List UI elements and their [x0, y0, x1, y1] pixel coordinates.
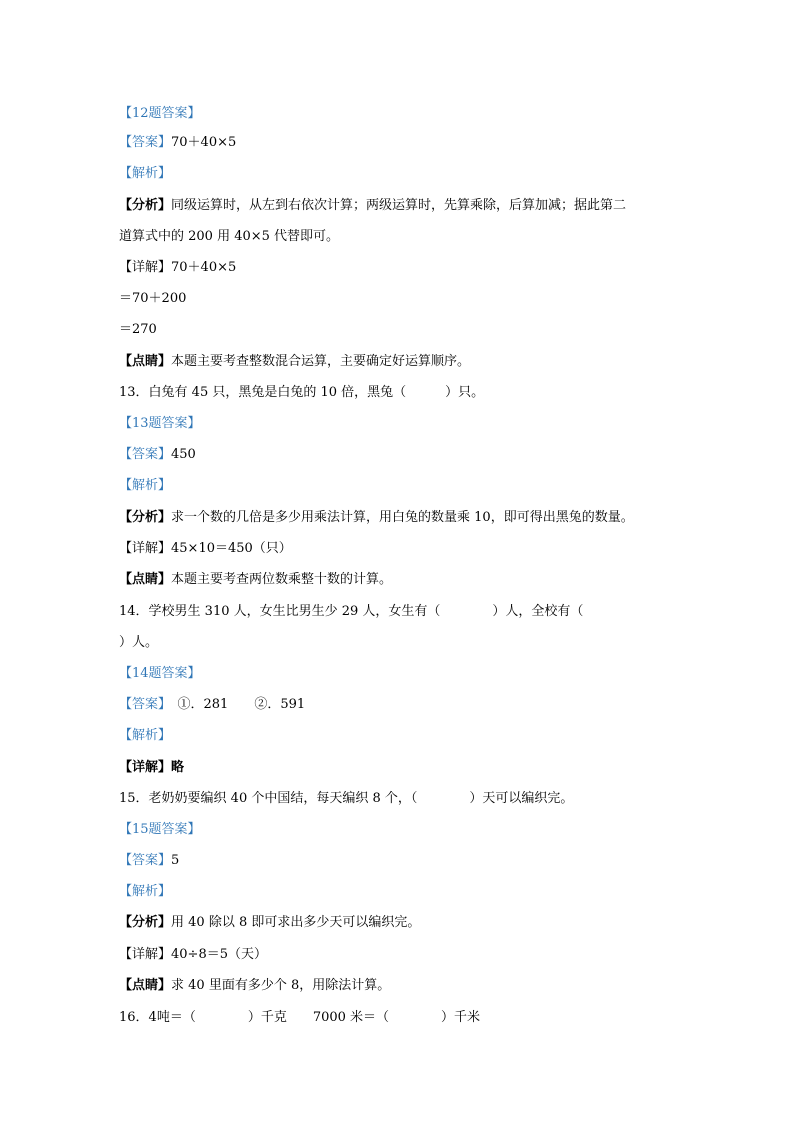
q13-answer-label: 【答案】: [119, 447, 172, 462]
q12-answer-header: 【12题答案】: [119, 106, 201, 121]
q12-detail-row: [119, 259, 236, 277]
q14-detail-text: 略: [171, 760, 185, 775]
q12-dianjing-label: 【点睛】: [119, 354, 172, 369]
q15-answer-label: 【答案】: [119, 853, 172, 868]
q14-question: 14．学校男生 310 人，女生比男生少 29 人，女生有（ ）人，全校有（: [119, 604, 584, 619]
q14-analysis-label: 【解析】: [119, 728, 172, 743]
q16-question: 16．4吨＝（ ）千克 7000 米＝（ ）千米: [119, 1010, 481, 1025]
q15-question: 15．老奶奶要编织 40 个中国结，每天编织 8 个，（ ）天可以编织完。: [119, 791, 574, 806]
q14-answer-row: [119, 696, 305, 714]
q15-fenxi-text: 用 40 除以 8 即可求出多少天可以编织完。: [171, 915, 421, 930]
q14-detail-label: 【详解】: [119, 760, 172, 775]
q12-dianjing-text: 本题主要考查整数混合运算，主要确定好运算顺序。: [171, 354, 471, 369]
q13-detail-row: [119, 540, 292, 558]
q15-detail-row: [119, 946, 267, 964]
q12-fenxi-text: 同级运算时，从左到右依次计算；两级运算时，先算乘除，后算加减；据此第二: [171, 198, 627, 213]
q14-answer-header: 【14题答案】: [119, 666, 201, 681]
q12-answer-value: 70＋40×5: [171, 135, 237, 150]
q13-fenxi-label: 【分析】: [119, 510, 172, 525]
q12-analysis-label: 【解析】: [119, 166, 172, 181]
q15-detail-label: 【详解】: [119, 947, 172, 962]
q13-dianjing-row: [119, 571, 392, 589]
q14-answer-value: ①．281 ②．591: [164, 697, 306, 712]
q15-analysis-label: 【解析】: [119, 884, 172, 899]
q15-answer-header: 【15题答案】: [119, 822, 201, 837]
q13-answer-row: [119, 446, 196, 464]
q13-analysis-label: 【解析】: [119, 478, 172, 493]
q15-dianjing-label: 【点睛】: [119, 978, 172, 993]
q15-detail-text: 40÷8＝5（天）: [171, 947, 267, 962]
q12-detail-step3: ＝270: [119, 322, 157, 337]
q15-answer-row: [119, 852, 179, 870]
q15-fenxi-row: [119, 914, 420, 932]
q13-detail-label: 【详解】: [119, 541, 172, 556]
q12-fenxi-row: [119, 197, 626, 215]
q13-answer-header: 【13题答案】: [119, 416, 201, 431]
q13-fenxi-text: 求一个数的几倍是多少用乘法计算，用白兔的数量乘 10，即可得出黑兔的数量。: [171, 510, 634, 525]
q13-dianjing-text: 本题主要考查两位数乘整十数的计算。: [171, 572, 393, 587]
q15-dianjing-row: [119, 977, 390, 995]
q12-dianjing-row: [119, 353, 470, 371]
q12-detail-step1: 70＋40×5: [171, 260, 237, 275]
q12-answer-row: [119, 134, 236, 152]
q12-detail-label: 【详解】: [119, 260, 172, 275]
q12-detail-step2: ＝70＋200: [119, 291, 187, 306]
q14-answer-label: 【答案】: [119, 697, 165, 712]
q13-answer-value: 450: [171, 447, 196, 462]
q12-answer-label: 【答案】: [119, 135, 172, 150]
q15-fenxi-label: 【分析】: [119, 915, 172, 930]
q13-dianjing-label: 【点睛】: [119, 572, 172, 587]
q13-detail-text: 45×10＝450（只）: [171, 541, 292, 556]
q13-question: 13．白兔有 45 只，黑兔是白兔的 10 倍，黑兔（ ）只。: [119, 385, 485, 400]
q12-fenxi-label: 【分析】: [119, 198, 172, 213]
q15-dianjing-text: 求 40 里面有多少个 8，用除法计算。: [171, 978, 391, 993]
q13-fenxi-row: [119, 509, 634, 527]
q14-question-cont: ）人。: [119, 635, 159, 650]
q14-detail-row: [119, 759, 184, 777]
q15-answer-value: 5: [171, 853, 180, 868]
q12-fenxi-text-cont: 道算式中的 200 用 40×5 代替即可。: [119, 229, 340, 244]
